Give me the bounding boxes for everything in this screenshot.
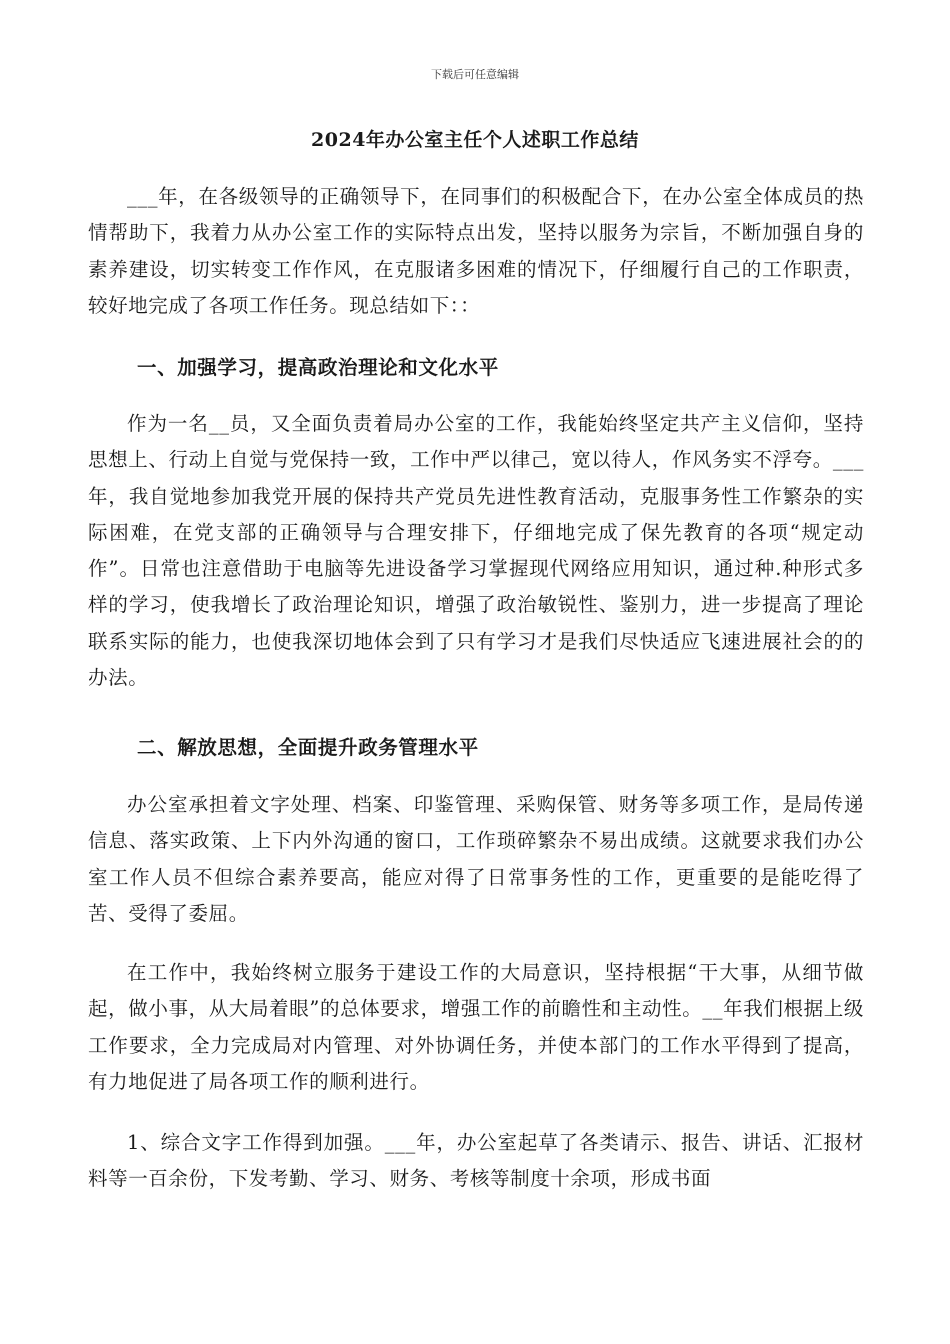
section-2-heading: 二、解放思想，全面提升政务管理水平: [137, 736, 479, 759]
section-2-paragraph-2: 在工作中，我始终树立服务于建设工作的大局意识，坚持根据“干大事，从细节做起，做小事，从大局着眼”的总体要求，增强工作的前瞻性和主动性。__年我们根据上级工作要求，全力完成局对内管理、对外协调任务，并使本部门的工作水平得到了提高，有力地促进了局各项工作的顺利进行。: [88, 961, 864, 1093]
section-1-heading: 一、加强学习，提高政治理论和文化水平: [137, 356, 499, 379]
header-note: 下载后可任意编辑: [431, 68, 519, 81]
document-title: 2024年办公室主任个人述职工作总结: [311, 129, 639, 151]
section-2-paragraph-1: 办公室承担着文字处理、档案、印鉴管理、采购保管、财务等多项工作，是局传递信息、落实政策、上下内外沟通的窗口，工作琐碎繁杂不易出成绩。这就要求我们办公室工作人员不但综合素养要高，能应对得了日常事务性的工作，更重要的是能吃得了苦、受得了委屈。: [88, 793, 864, 925]
intro-paragraph: ___年，在各级领导的正确领导下，在同事们的积极配合下，在办公室全体成员的热情帮助下，我着力从办公室工作的实际特点出发，坚持以服务为宗旨，不断加强自身的素养建设，切实转变工作作风，在克服诸多困难的情况下，仔细履行自己的工作职责，较好地完成了各项工作任务。现总结如下：：: [88, 185, 864, 317]
section-2-paragraph-3: 1、综合文字工作得到加强。___年，办公室起草了各类请示、报告、讲话、汇报材料等一百余份，下发考勤、学习、财务、考核等制度十余项，形成书面: [88, 1131, 864, 1191]
section-1-paragraph: 作为一名__员，又全面负责着局办公室的工作，我能始终坚定共产主义信仰，坚持思想上、行动上自觉与党保持一致，工作中严以律己，宽以待人，作风务实不浮夸。___年，我自觉地参加我党开展的保持共产党员先进性教育活动，克服事务性工作繁杂的实际困难，在党支部的正确领导与合理安排下，仔细地完成了保先教育的各项“规定动作”。日常也注意借助于电脑等先进设备学习掌握现代网络应用知识，通过种.种形式多样的学习，使我增长了政治理论知识，增强了政治敏锐性、鉴别力，进一步提高了理论联系实际的能力，也使我深切地体会到了只有学习才是我们尽快适应飞速进展社会的的办法。: [88, 412, 864, 690]
